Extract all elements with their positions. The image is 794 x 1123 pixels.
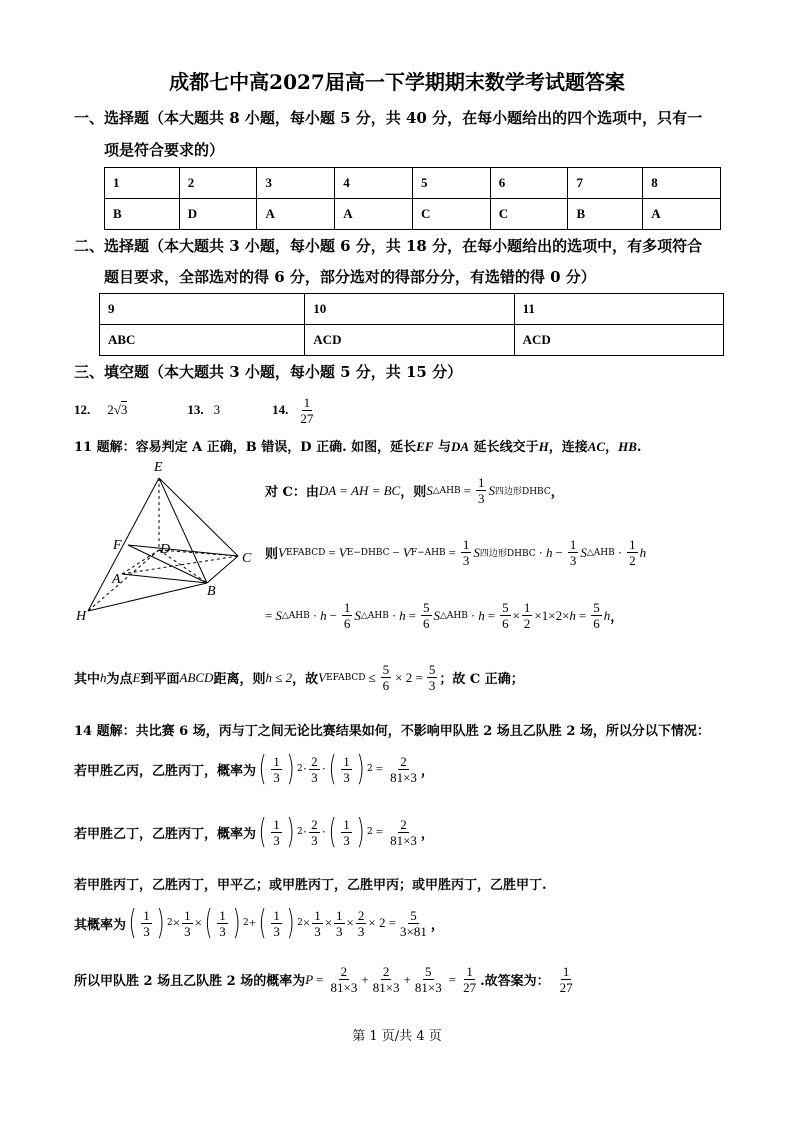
fraction <box>388 754 419 785</box>
fraction <box>371 964 402 995</box>
fraction <box>141 908 152 939</box>
frac-num: 1 <box>143 907 150 923</box>
superscript: 2 <box>297 764 303 774</box>
frac-den: 3 <box>336 923 343 939</box>
sqrt-icon: √ <box>113 402 121 417</box>
table-cell: 10 <box>305 294 514 325</box>
text: ；故 C 正确； <box>439 672 524 687</box>
table-cell: C <box>490 199 568 230</box>
section2-table <box>99 293 724 356</box>
frac-num: 5 <box>382 662 390 677</box>
sol11-v-line <box>265 537 646 568</box>
text: ， <box>610 610 624 625</box>
frac-den: 3 <box>477 491 485 506</box>
fraction <box>398 908 429 939</box>
frac-den: 3 <box>357 923 365 939</box>
frac-num: 1 <box>466 964 473 979</box>
sol14-case3: 若甲胜丙丁，乙胜丙丁，甲平乙；或甲胜丙丁，乙胜甲丙；或甲胜丙丁，乙胜甲丁. <box>74 878 547 893</box>
q14-answer <box>298 395 315 426</box>
fraction <box>356 908 367 939</box>
text: 所以甲队胜 2 场且乙队胜 2 场的概率为 <box>74 974 306 989</box>
sol14-final <box>74 964 577 995</box>
right-paren: ) <box>286 903 295 943</box>
superscript: 2 <box>167 918 173 928</box>
frac-den: 3 <box>143 923 150 939</box>
frac-num: 2 <box>400 816 407 832</box>
math: h <box>639 544 647 560</box>
right-paren: ) <box>286 749 295 789</box>
fraction <box>427 662 438 693</box>
text: ×1×2× <box>534 607 570 623</box>
frac-den: 81×3 <box>372 980 400 995</box>
text: ，连接 <box>548 440 588 455</box>
text: × <box>194 915 202 930</box>
label-D: D <box>160 542 171 557</box>
fraction <box>591 600 602 631</box>
minus-sign: − <box>329 607 337 623</box>
frac-den: 3 <box>311 769 318 785</box>
math: S <box>354 607 361 623</box>
subscript: E−DHBC <box>346 547 390 558</box>
table-cell: 8 <box>643 168 721 199</box>
fraction <box>217 908 228 939</box>
math: h <box>478 607 485 623</box>
text: · <box>617 544 623 560</box>
table-cell: 1 <box>105 168 180 199</box>
text: ， <box>430 917 444 933</box>
table-cell: A <box>257 199 335 230</box>
text: × 2 = <box>395 669 423 685</box>
math: EF <box>416 439 434 454</box>
fraction <box>341 754 352 785</box>
math: AC <box>587 439 606 454</box>
edge-AD <box>122 550 159 574</box>
minus-sign: − <box>392 544 400 560</box>
frac-num: 5 <box>425 964 432 979</box>
frac-den: 2 <box>629 553 636 568</box>
label-A: A <box>112 572 121 587</box>
fraction <box>182 908 193 939</box>
table-row <box>100 294 724 325</box>
table-row <box>100 325 724 356</box>
math: S <box>473 544 480 560</box>
q12-label: 12. <box>74 402 91 417</box>
edge-AB <box>122 574 207 583</box>
text: · <box>321 761 326 776</box>
math: h <box>399 607 406 623</box>
equals-sign: = <box>487 607 496 623</box>
fraction <box>271 817 282 848</box>
frac-num: 1 <box>314 907 321 923</box>
text: ，故 <box>292 672 319 687</box>
text: × <box>302 915 311 930</box>
fraction <box>476 475 487 506</box>
text: × <box>512 607 520 623</box>
subscript: EFABCD <box>326 672 366 683</box>
minus-sign: − <box>555 544 563 560</box>
right-paren: ) <box>156 903 165 943</box>
equals-sign: = <box>316 971 324 987</box>
text: · <box>538 544 543 560</box>
text: · <box>470 607 476 623</box>
equals-sign: = <box>408 607 416 623</box>
math: S <box>488 482 495 498</box>
table-cell: B <box>105 199 180 230</box>
right-paren: ) <box>286 812 295 852</box>
final-answer <box>558 964 575 995</box>
frac-den: 81×3 <box>390 769 417 785</box>
subscript: F−AHB <box>410 547 446 558</box>
math: V <box>278 544 286 560</box>
text: 若甲胜乙丁，乙胜丙丁，概率为 <box>74 826 257 842</box>
math: h <box>603 607 611 623</box>
math: S <box>275 607 282 623</box>
table-row <box>105 168 721 199</box>
subscript: 四边形DHBC <box>494 487 551 497</box>
frac-den: 27 <box>463 980 477 995</box>
math: h <box>320 607 327 623</box>
table-cell: ACD <box>305 325 514 356</box>
fraction <box>413 964 444 995</box>
label-F: F <box>113 538 122 553</box>
frac-num: 2 <box>311 753 318 769</box>
frac-num: 5 <box>502 600 509 615</box>
label-E: E <box>154 460 163 475</box>
text: . <box>636 440 642 455</box>
frac-num: 1 <box>343 816 350 832</box>
table-cell: A <box>335 199 413 230</box>
math: DA <box>451 439 470 454</box>
equals-sign: = <box>375 761 384 776</box>
table-cell: ABC <box>100 325 305 356</box>
frac-num: 1 <box>343 600 351 615</box>
q12-answer <box>107 402 127 418</box>
frac-den: 6 <box>502 616 509 631</box>
left-paren: ( <box>328 812 337 852</box>
edge-EC <box>159 478 238 556</box>
q14-label: 14. <box>272 402 289 417</box>
text: 距离，则 <box>213 672 266 687</box>
table-cell: 3 <box>257 168 335 199</box>
fraction <box>341 817 352 848</box>
text: 11 题解：容易判定 A 正确，B 错误，D 正确. 如图，延长 <box>74 440 417 455</box>
frac-den: 3 <box>273 769 280 785</box>
frac-den: 3 <box>184 923 191 939</box>
frac-den: 3×81 <box>400 923 427 939</box>
text: 若甲胜乙丙，乙胜丙丁，概率为 <box>74 763 257 779</box>
frac-num: 2 <box>382 964 390 979</box>
fraction <box>271 754 282 785</box>
sol14-case1 <box>74 749 434 789</box>
frac-num: 1 <box>562 964 570 979</box>
text: 与 <box>433 440 451 455</box>
left-paren: ( <box>258 749 267 789</box>
table-cell: C <box>412 199 490 230</box>
subscript: △AHB <box>586 547 615 558</box>
fraction <box>342 600 353 631</box>
frac-den: 6 <box>382 678 390 693</box>
table-cell: B <box>568 199 643 230</box>
geometry-figure <box>70 458 260 628</box>
frac-den: 3 <box>273 832 280 848</box>
text: ， <box>420 763 434 779</box>
text: 延长线交于 <box>469 440 539 455</box>
frac-den: 3 <box>462 553 470 568</box>
text: 对 C：由 <box>265 485 319 500</box>
frac-num: 1 <box>569 537 577 552</box>
text: × <box>346 915 354 930</box>
frac-num: 5 <box>428 662 436 677</box>
text: · <box>321 824 326 839</box>
text: .故答案为： <box>480 974 550 989</box>
fraction <box>522 600 533 631</box>
table-cell: D <box>179 199 257 230</box>
frac-num: 5 <box>410 907 417 923</box>
right-paren: ) <box>356 749 365 789</box>
frac-num: 2 <box>357 907 365 923</box>
frac-den: 3 <box>311 832 318 848</box>
edge-EH <box>88 478 159 611</box>
math: V <box>338 544 347 560</box>
math: S <box>433 607 440 623</box>
frac-den: 3 <box>343 832 350 848</box>
math: V <box>318 669 327 685</box>
math: h <box>569 607 576 623</box>
fraction <box>309 817 320 848</box>
frac-den: 2 <box>523 616 531 631</box>
table-cell: 5 <box>412 168 490 199</box>
sol11-c-line <box>265 475 564 506</box>
left-paren: ( <box>328 749 337 789</box>
sol14-case3-prob <box>74 903 444 943</box>
sol14-intro: 14 题解：共比赛 6 场，丙与丁之间无论比赛结果如何，不影响甲队胜 2 场且乙队胜 2 场，所以分以下情况： <box>74 724 710 739</box>
frac-den: 81×3 <box>390 832 417 848</box>
math: DA = AH = BC <box>318 482 401 498</box>
table-cell: 4 <box>335 168 413 199</box>
math: h ≤ 2 <box>265 669 293 685</box>
fraction <box>334 908 345 939</box>
frac-den: 3 <box>219 923 226 939</box>
frac-den: 6 <box>343 616 351 631</box>
math: ABCD <box>179 669 214 685</box>
equals-sign: = <box>448 544 456 560</box>
section1-heading: 一、选择题（本大题共 8 小题，每小题 5 分，共 40 分，在每小题给出的四个选项中，只有一 <box>74 109 703 127</box>
frac-den: 3 <box>428 678 436 693</box>
equals-sign: = <box>375 824 384 839</box>
frac-num: 1 <box>336 907 343 923</box>
table-cell: 9 <box>100 294 305 325</box>
q12-radicand: 3 <box>120 402 128 417</box>
text: ≤ <box>368 669 376 685</box>
text: · <box>391 607 397 623</box>
frac-den: 27 <box>300 410 314 426</box>
frac-den: 6 <box>593 616 600 631</box>
text: + <box>403 971 411 987</box>
equals-sign: = <box>265 607 273 623</box>
math: V <box>402 544 411 560</box>
frac-num: 1 <box>523 600 531 615</box>
text: + <box>248 915 257 930</box>
sol11-intro <box>74 436 641 455</box>
text: + <box>361 971 369 987</box>
subscript: △AHB <box>360 610 389 621</box>
frac-den: 81×3 <box>330 980 358 995</box>
fraction <box>381 662 392 693</box>
math: S <box>426 482 433 498</box>
frac-den: 3 <box>343 769 350 785</box>
subscript: EFABCD <box>285 547 326 558</box>
frac-num: 2 <box>400 753 407 769</box>
right-paren: ) <box>232 903 241 943</box>
superscript: 2 <box>297 827 303 837</box>
equals-sign: = <box>463 482 471 498</box>
edge-HB <box>88 583 207 611</box>
math: P <box>305 971 314 987</box>
fraction <box>271 908 282 939</box>
frac-den: 3 <box>314 923 321 939</box>
fraction <box>461 537 472 568</box>
frac-num: 5 <box>423 600 430 615</box>
edge-DC <box>159 550 238 556</box>
frac-num: 1 <box>273 816 280 832</box>
fraction <box>627 537 638 568</box>
edge-DH <box>88 550 159 611</box>
table-row <box>105 199 721 230</box>
frac-num: 1 <box>184 907 191 923</box>
fraction <box>309 754 320 785</box>
text: 为点 <box>106 672 133 687</box>
section1-heading-cont: 项是符合要求的） <box>104 141 225 159</box>
frac-den: 3 <box>273 923 280 939</box>
text: ， <box>420 826 434 842</box>
frac-den: 81×3 <box>414 980 442 995</box>
q13-answer: 3 <box>213 402 221 417</box>
superscript: 2 <box>367 764 373 774</box>
text: 则 <box>265 547 279 562</box>
frac-den: 27 <box>559 980 573 995</box>
left-paren: ( <box>258 812 267 852</box>
q13-label: 13. <box>187 402 204 417</box>
right-paren: ) <box>356 812 365 852</box>
math: HB <box>618 439 637 454</box>
fraction <box>568 537 579 568</box>
sol11-v-line2 <box>265 600 623 631</box>
sol14-case2 <box>74 812 434 852</box>
table-cell: ACD <box>514 325 723 356</box>
text: 其中 <box>74 672 101 687</box>
frac-num: 1 <box>273 907 280 923</box>
frac-num: 2 <box>340 964 348 979</box>
equals-sign: = <box>328 544 336 560</box>
math: h <box>546 544 553 560</box>
fraction <box>329 964 360 995</box>
text: · <box>312 607 318 623</box>
text: ， <box>550 485 564 500</box>
table-cell: A <box>643 199 721 230</box>
table-cell: 11 <box>514 294 723 325</box>
superscript: 2 <box>297 918 303 928</box>
math: h <box>100 669 107 685</box>
section1-table <box>104 167 721 230</box>
text: ，则 <box>400 485 427 500</box>
table-cell: 7 <box>568 168 643 199</box>
text: × 2 = <box>368 915 397 930</box>
superscript: 2 <box>367 827 373 837</box>
section3-heading: 三、填空题（本大题共 3 小题，每小题 5 分，共 15 分） <box>74 363 463 381</box>
page-footer: 第 1 页/共 4 页 <box>352 1029 442 1044</box>
math: H <box>538 439 549 454</box>
superscript: 2 <box>243 918 249 928</box>
left-paren: ( <box>128 903 137 943</box>
subscript: 四边形DHBC <box>479 549 536 559</box>
text: × <box>172 915 181 930</box>
math: E <box>132 669 141 685</box>
fill-in-answers <box>74 393 317 427</box>
text: 其概率为 <box>74 917 127 933</box>
fraction <box>312 908 323 939</box>
fraction <box>388 817 419 848</box>
frac-num: 1 <box>273 753 280 769</box>
label-H: H <box>76 609 87 624</box>
table-cell: 6 <box>490 168 568 199</box>
equals-sign: = <box>578 607 587 623</box>
text: 到平面 <box>140 672 180 687</box>
math: S <box>580 544 587 560</box>
frac-den: 3 <box>569 553 577 568</box>
fraction <box>421 600 432 631</box>
frac-num: 1 <box>629 537 636 552</box>
page-title: 成都七中高2027届高一下学期期末数学考试题答案 <box>169 70 625 94</box>
left-paren: ( <box>204 903 213 943</box>
left-paren: ( <box>258 903 267 943</box>
label-B: B <box>207 584 216 599</box>
text: ， <box>605 440 619 455</box>
section2-heading: 二、选择题（本大题共 3 小题，每小题 6 分，共 18 分，在每小题给出的选项中，有多项符合 <box>74 237 703 255</box>
frac-num: 2 <box>311 816 318 832</box>
subscript: △AHB <box>281 610 310 621</box>
frac-den: 6 <box>423 616 430 631</box>
label-C: C <box>242 551 252 566</box>
fraction <box>461 964 478 995</box>
section2-heading-cont: 题目要求，全部选对的得 6 分，部分选对的得部分分，有选错的得 0 分） <box>104 268 596 286</box>
text: · <box>302 761 308 776</box>
frac-num: 5 <box>593 600 600 615</box>
subscript: △AHB <box>432 485 461 496</box>
text: · <box>302 824 308 839</box>
frac-num: 1 <box>462 537 470 552</box>
text: × <box>324 915 333 930</box>
frac-num: 1 <box>477 475 485 490</box>
equals-sign: = <box>448 971 457 987</box>
table-cell: 2 <box>179 168 257 199</box>
frac-num: 1 <box>343 753 350 769</box>
subscript: △AHB <box>440 610 468 621</box>
frac-num: 1 <box>303 394 311 410</box>
sol11-conclusion <box>74 662 524 693</box>
frac-num: 1 <box>219 907 226 923</box>
fraction <box>500 600 511 631</box>
q12-coef: 2 <box>107 402 114 417</box>
